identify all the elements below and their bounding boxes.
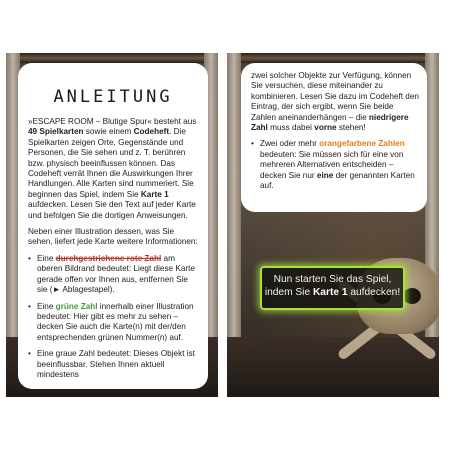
intro-paragraph (28, 117, 198, 221)
callout-text-c: aufdecken! (347, 287, 401, 298)
instructions-panel (18, 63, 208, 389)
rule-orange-text-c: der genannten Karten auf. (260, 170, 415, 191)
intro-card-count: 49 Spielkarten (28, 127, 84, 137)
ceiling-beam (6, 53, 218, 63)
floor (227, 337, 439, 397)
callout-line-1: Nun starten Sie das Spiel, (273, 274, 392, 285)
rule-red-text-a: Eine (37, 253, 56, 263)
rule-green-highlight: grüne Zahl (55, 301, 98, 311)
intro-text-c: . Die Spielkarten zeigen Orte, Gegenstände und Personen, die Sie sehen und z. T. berühren bzw. physisch beeinflussen können. Das Codeheft verrät Ihnen die Auswirkungen Ihrer Handlungen. Alle Karten sind nummeriert. Sie beginnen das Spiel, indem Sie (28, 127, 194, 199)
instructions-panel-continued (241, 63, 427, 212)
rule-green-number (28, 302, 198, 344)
combine-paragraph (251, 71, 419, 133)
rules-card-left (6, 53, 218, 397)
rules-card-right (227, 53, 439, 397)
combine-front: vorne (314, 123, 337, 133)
instructions-title: ANLEITUNG (53, 87, 173, 107)
callout-line-2 (264, 286, 401, 299)
rule-red-highlight: durchgestrichene rote Zahl (55, 253, 162, 263)
start-game-callout (260, 266, 405, 310)
intro-text-b: sowie einem (83, 127, 134, 137)
rule-orange-text-b: bedeuten: Sie müssen sich für eine von mehreren Alternativen entscheiden – decken Sie nur (260, 149, 404, 180)
rule-green-text-a: Eine (37, 301, 56, 311)
intro-text-a: »ESCAPE ROOM – Blutige Spur« besteht aus (28, 117, 197, 126)
rule-red-number (28, 254, 198, 296)
intro-text-d: aufdecken. Lesen Sie den Text auf jeder Karte und befolgen Sie die dortigen Anweisungen. (28, 200, 196, 220)
rule-orange-text-a: Zwei oder mehr (260, 139, 320, 149)
combine-text-b: muss dabei (267, 123, 315, 133)
ceiling-beam (227, 53, 439, 63)
callout-text-a: indem Sie (264, 287, 313, 298)
rule-orange-number (251, 139, 419, 191)
rule-red-text-b: am oberen Bildrand bedeutet: Liegt diese Karte gerade offen vor Ihnen aus, entfernen Sie sie (► Ablagestapel). (37, 253, 195, 295)
card-info-paragraph: Neben einer Illustration dessen, was Sie sehen, liefert jede Karte weitere Informationen: (28, 227, 198, 247)
rule-orange-one: eine (316, 170, 334, 180)
rule-grey-number: • Eine graue Zahl bedeutet: Dieses Objekt ist beeinflussbar. Stehen Ihnen aktuell mindestens (28, 349, 198, 380)
rule-orange-highlight: orangefarbene Zahlen (319, 139, 405, 149)
intro-booklet: Codeheft (133, 127, 170, 137)
combine-lower-number: niedrigere Zahl (251, 112, 409, 133)
intro-card-one: Karte 1 (140, 189, 169, 199)
skull-eye-right (403, 288, 421, 304)
rules-list-continued (251, 139, 419, 191)
rule-green-text-b: innerhalb einer Illustration bedeutet: Hier gibt es mehr zu sehen – decken Sie auch die Karte(n) mit der/den entsprechenden grünen Nummer(n) auf. (37, 301, 194, 342)
rules-list (28, 254, 198, 380)
combine-text-a: zwei solcher Objekte zur Verfügung, können Sie versuchen, diese miteinander zu kombinieren. Lesen Sie dazu im Codeheft den Eintrag, der sich ergibt, wenn Sie beide Zahlen aneinanderhängen – die (251, 71, 419, 122)
combine-text-c: stehen! (336, 123, 366, 133)
callout-card-one: Karte 1 (312, 287, 348, 298)
